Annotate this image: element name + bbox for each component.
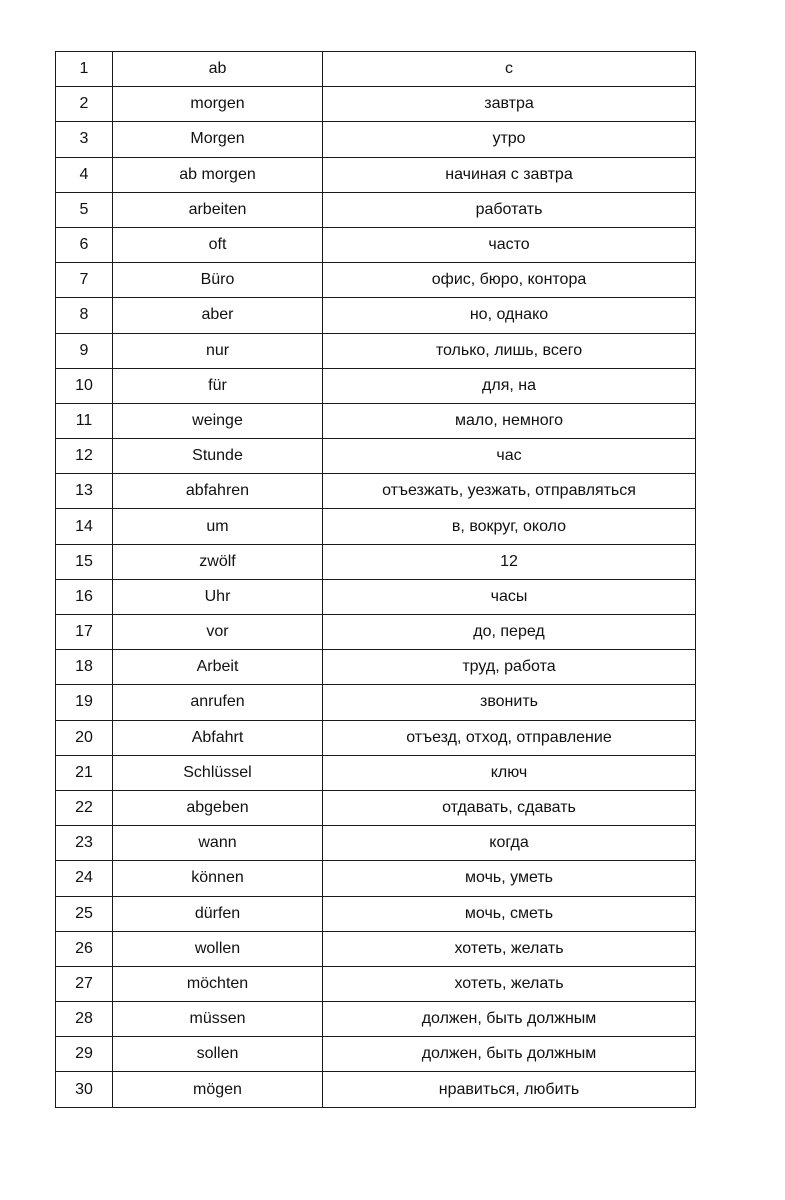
row-number-cell: 1 — [56, 52, 113, 87]
russian-translation-cell: для, на — [323, 368, 696, 403]
german-word-cell: für — [113, 368, 323, 403]
table-row — [56, 755, 696, 790]
table-row — [56, 403, 696, 438]
row-number-cell: 11 — [56, 403, 113, 438]
table-row — [56, 298, 696, 333]
german-word-cell: ab morgen — [113, 157, 323, 192]
russian-translation-cell: работать — [323, 192, 696, 227]
row-number-cell: 25 — [56, 896, 113, 931]
table-row — [56, 720, 696, 755]
russian-translation-cell: начиная с завтра — [323, 157, 696, 192]
row-number-cell: 6 — [56, 227, 113, 262]
german-word-cell: Schlüssel — [113, 755, 323, 790]
table-row — [56, 861, 696, 896]
german-word-cell: zwölf — [113, 544, 323, 579]
german-word-cell: mögen — [113, 1072, 323, 1107]
german-word-cell: Abfahrt — [113, 720, 323, 755]
row-number-cell: 27 — [56, 966, 113, 1001]
russian-translation-cell: звонить — [323, 685, 696, 720]
table-row — [56, 966, 696, 1001]
table-row — [56, 52, 696, 87]
russian-translation-cell: в, вокруг, около — [323, 509, 696, 544]
row-number-cell: 28 — [56, 1002, 113, 1037]
table-row — [56, 263, 696, 298]
table-row — [56, 544, 696, 579]
russian-translation-cell: мало, немного — [323, 403, 696, 438]
russian-translation-cell: до, перед — [323, 615, 696, 650]
german-word-cell: ab — [113, 52, 323, 87]
table-row — [56, 1037, 696, 1072]
german-word-cell: oft — [113, 227, 323, 262]
german-word-cell: dürfen — [113, 896, 323, 931]
russian-translation-cell: часы — [323, 579, 696, 614]
russian-translation-cell: мочь, уметь — [323, 861, 696, 896]
german-word-cell: anrufen — [113, 685, 323, 720]
russian-translation-cell: с — [323, 52, 696, 87]
row-number-cell: 17 — [56, 615, 113, 650]
german-word-cell: Morgen — [113, 122, 323, 157]
german-word-cell: Arbeit — [113, 650, 323, 685]
row-number-cell: 13 — [56, 474, 113, 509]
row-number-cell: 4 — [56, 157, 113, 192]
table-row — [56, 227, 696, 262]
table-row — [56, 1002, 696, 1037]
row-number-cell: 10 — [56, 368, 113, 403]
row-number-cell: 30 — [56, 1072, 113, 1107]
table-row — [56, 122, 696, 157]
german-word-cell: abfahren — [113, 474, 323, 509]
row-number-cell: 16 — [56, 579, 113, 614]
table-row — [56, 579, 696, 614]
table-row — [56, 509, 696, 544]
row-number-cell: 29 — [56, 1037, 113, 1072]
russian-translation-cell: труд, работа — [323, 650, 696, 685]
row-number-cell: 20 — [56, 720, 113, 755]
row-number-cell: 7 — [56, 263, 113, 298]
table-row — [56, 192, 696, 227]
row-number-cell: 12 — [56, 439, 113, 474]
german-word-cell: um — [113, 509, 323, 544]
german-word-cell: Uhr — [113, 579, 323, 614]
german-word-cell: wollen — [113, 931, 323, 966]
german-word-cell: können — [113, 861, 323, 896]
russian-translation-cell: мочь, сметь — [323, 896, 696, 931]
table-row — [56, 333, 696, 368]
table-row — [56, 896, 696, 931]
vocabulary-table — [55, 51, 696, 1108]
table-row — [56, 650, 696, 685]
german-word-cell: wann — [113, 826, 323, 861]
table-row — [56, 368, 696, 403]
row-number-cell: 3 — [56, 122, 113, 157]
table-row — [56, 685, 696, 720]
russian-translation-cell: час — [323, 439, 696, 474]
russian-translation-cell: нравиться, любить — [323, 1072, 696, 1107]
german-word-cell: sollen — [113, 1037, 323, 1072]
table-row — [56, 474, 696, 509]
german-word-cell: weinge — [113, 403, 323, 438]
russian-translation-cell: утро — [323, 122, 696, 157]
german-word-cell: arbeiten — [113, 192, 323, 227]
russian-translation-cell: хотеть, желать — [323, 931, 696, 966]
row-number-cell: 23 — [56, 826, 113, 861]
row-number-cell: 18 — [56, 650, 113, 685]
german-word-cell: morgen — [113, 87, 323, 122]
table-row — [56, 790, 696, 825]
russian-translation-cell: отъезжать, уезжать, отправляться — [323, 474, 696, 509]
table-row — [56, 87, 696, 122]
russian-translation-cell: ключ — [323, 755, 696, 790]
german-word-cell: Stunde — [113, 439, 323, 474]
row-number-cell: 2 — [56, 87, 113, 122]
row-number-cell: 19 — [56, 685, 113, 720]
row-number-cell: 26 — [56, 931, 113, 966]
table-row — [56, 615, 696, 650]
german-word-cell: möchten — [113, 966, 323, 1001]
row-number-cell: 22 — [56, 790, 113, 825]
german-word-cell: nur — [113, 333, 323, 368]
russian-translation-cell: должен, быть должным — [323, 1002, 696, 1037]
table-row — [56, 157, 696, 192]
row-number-cell: 24 — [56, 861, 113, 896]
vocabulary-table-body — [56, 52, 696, 1108]
russian-translation-cell: только, лишь, всего — [323, 333, 696, 368]
russian-translation-cell: когда — [323, 826, 696, 861]
russian-translation-cell: должен, быть должным — [323, 1037, 696, 1072]
table-row — [56, 931, 696, 966]
german-word-cell: abgeben — [113, 790, 323, 825]
german-word-cell: Büro — [113, 263, 323, 298]
row-number-cell: 21 — [56, 755, 113, 790]
row-number-cell: 5 — [56, 192, 113, 227]
row-number-cell: 8 — [56, 298, 113, 333]
russian-translation-cell: завтра — [323, 87, 696, 122]
russian-translation-cell: хотеть, желать — [323, 966, 696, 1001]
russian-translation-cell: часто — [323, 227, 696, 262]
row-number-cell: 9 — [56, 333, 113, 368]
table-row — [56, 1072, 696, 1107]
russian-translation-cell: 12 — [323, 544, 696, 579]
russian-translation-cell: но, однако — [323, 298, 696, 333]
russian-translation-cell: офис, бюро, контора — [323, 263, 696, 298]
table-row — [56, 439, 696, 474]
row-number-cell: 15 — [56, 544, 113, 579]
german-word-cell: müssen — [113, 1002, 323, 1037]
german-word-cell: vor — [113, 615, 323, 650]
russian-translation-cell: отдавать, сдавать — [323, 790, 696, 825]
russian-translation-cell: отъезд, отход, отправление — [323, 720, 696, 755]
table-row — [56, 826, 696, 861]
german-word-cell: aber — [113, 298, 323, 333]
row-number-cell: 14 — [56, 509, 113, 544]
